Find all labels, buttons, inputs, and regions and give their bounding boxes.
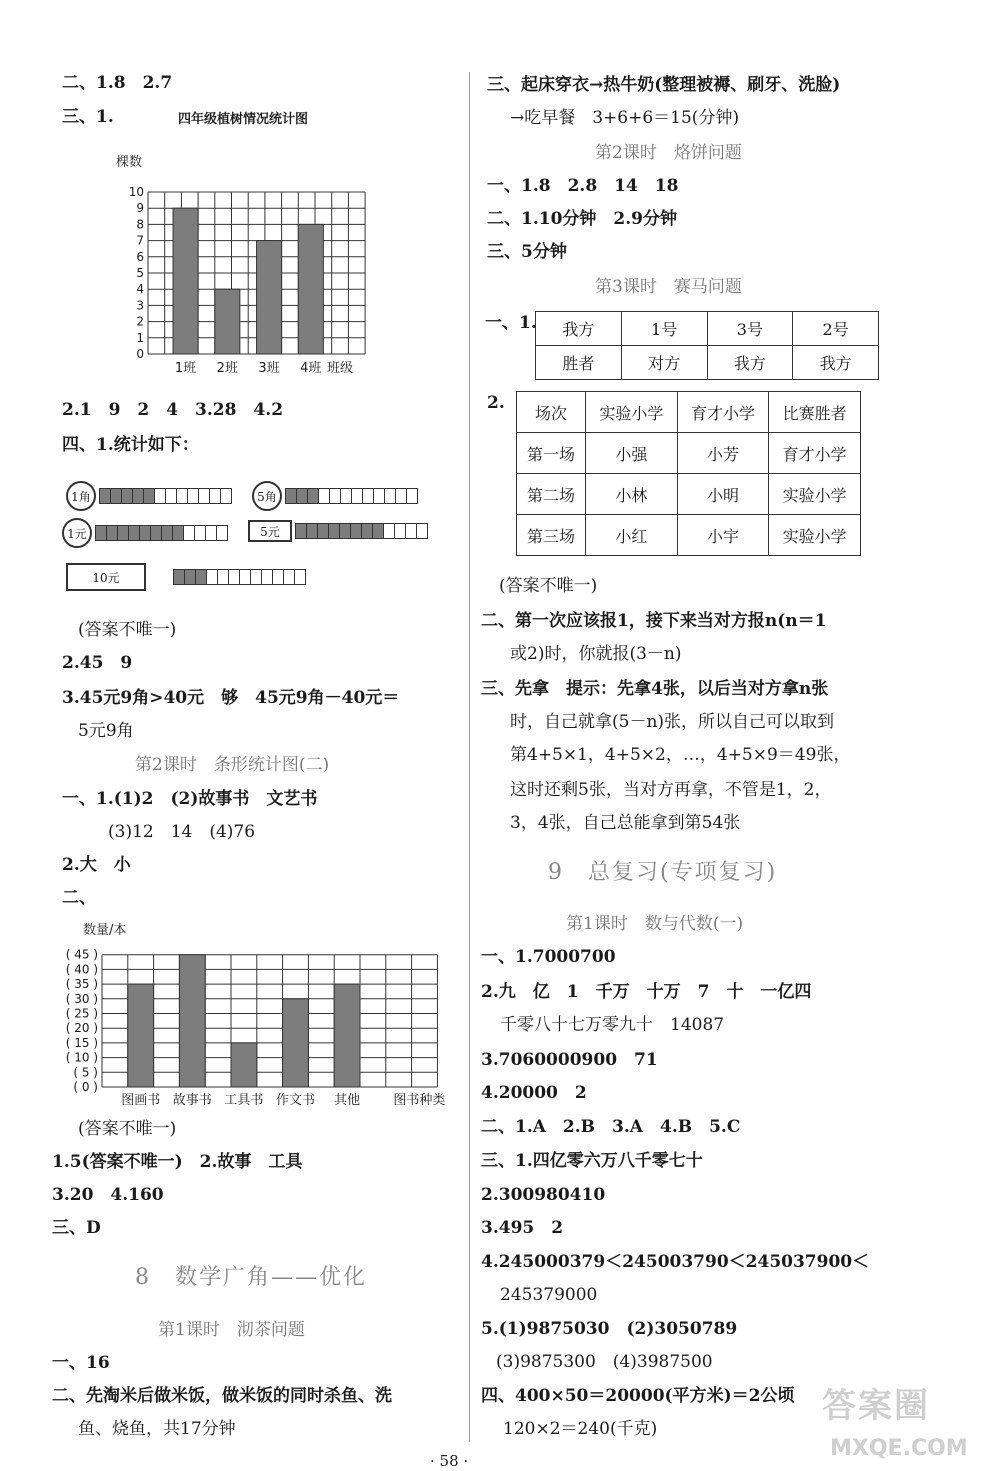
bar [334,984,360,1087]
x-tick-label: 图画书 [121,1093,161,1108]
table-cell: 第三场 [517,515,586,556]
table-row [517,433,861,474]
table-cell: 实验小学 [769,474,861,515]
table-row [517,474,861,515]
y-tick-label: 9 [136,201,144,216]
money-row [66,481,232,511]
table-cell: 实验小学 [586,392,678,433]
table-cell: 育才小学 [677,392,769,433]
table-cell: 我方 [707,346,793,380]
chart1-title: 四年级植树情况统计图 [178,112,309,127]
answer-line: 三、1.四亿零六万八千零七十 [481,1151,703,1171]
tally-cell [406,488,418,504]
table-cell: 小明 [677,474,769,515]
column-divider [469,72,470,1442]
answer-line: 2.大 小 [62,855,131,875]
horse-race-table [535,311,879,380]
y-tick-label: ( 20 ) [65,1021,98,1036]
answer-line: 二、先淘米后做米饭，做米饭的同时杀鱼、洗 [52,1386,392,1406]
x-tick-label: 故事书 [172,1093,212,1108]
answer-line: 4.245000379＜245003790＜245037900＜ [481,1252,870,1272]
answer-line: 三、1. [62,107,114,127]
x-tick-label: 其他 [334,1093,361,1108]
answer-line: 鱼、烧鱼，共17分钟 [78,1419,236,1439]
answer-line: 3.495 2 [481,1218,564,1238]
bar [298,224,323,354]
money-row [62,518,228,548]
table-row [517,515,861,556]
y-tick-label: 1 [136,330,144,345]
answer-line: (答案不唯一) [78,620,177,640]
y-tick-label: ( 10 ) [65,1050,98,1065]
answer-line: 千零八十七万零九十 14087 [500,1015,725,1035]
answer-line: 三、先拿 提示：先拿4张，以后当对方拿n张 [481,679,829,699]
table-cell: 第一场 [517,433,586,474]
watermark-url: MXQE.COM [830,1436,968,1461]
y-axis-label: 棵数 [116,155,143,170]
x-tick-label: 2班 [216,361,238,376]
answer-line: 4.20000 2 [481,1083,587,1103]
x-tick-label: 3班 [258,361,280,376]
answer-line: 三、D [52,1218,101,1238]
section-header: 第3课时 赛马问题 [595,277,742,297]
table-cell: 3号 [707,312,793,346]
match-table [516,391,861,556]
answer-line: 三、5分钟 [487,242,567,262]
y-tick-label: 7 [136,233,144,248]
table-cell: 小芳 [677,433,769,474]
y-tick-label: ( 30 ) [65,991,98,1006]
tally-cells [174,569,306,585]
answer-line: 2.300980410 [481,1185,606,1205]
answer-line: 一、1.8 2.8 14 18 [487,176,679,196]
chapter-title: 8 数学广角——优化 [135,1265,367,1290]
answer-line: 二、 [62,888,96,908]
coin-icon: 5角 [252,481,282,511]
answer-line: 四、400×50＝20000(平方米)＝2公顷 [481,1386,795,1406]
table-row [517,392,861,433]
answer-line: 这时还剩5张，当对方再拿，不管是1，2， [510,780,832,800]
chapter-title: 9 总复习(专项复习) [548,860,778,885]
y-tick-label: ( 40 ) [65,962,98,977]
answer-line: 2.45 9 [62,653,133,673]
bar [231,1043,257,1087]
table-cell: 我方 [793,346,879,380]
tally-cells [96,525,228,541]
answer-line: 第4+5×1，4+5×2，…，4+5×9＝49张， [510,745,851,765]
banknote-icon: 5元 [248,520,292,542]
y-tick-label: ( 5 ) [73,1065,98,1080]
table-cell: 我方 [536,312,622,346]
answer-line: →吃早餐 3+6+6＝15(分钟) [510,108,740,128]
x-tick-label: 1班 [174,361,197,376]
answer-line: 三、起床穿衣→热牛奶(整理被褥、刷牙、洗脸) [487,75,841,95]
answer-line: 1.5(答案不唯一) 2.故事 工具 [52,1152,303,1172]
y-tick-label: 4 [136,282,144,297]
tally-cell [220,488,232,504]
y-tick-label: ( 35 ) [65,977,98,992]
coin-icon: 1元 [62,518,92,548]
answer-line: 或2)时，你就报(3－n) [510,644,682,664]
money-row [66,563,306,591]
tally-cell [416,523,428,539]
answer-line: (3)9875300 (4)3987500 [496,1352,713,1372]
answer-line: 一、1.(1)2 (2)故事书 文艺书 [62,789,318,809]
bar [173,208,198,354]
y-tick-label: ( 25 ) [65,1006,98,1021]
answer-line: 245379000 [500,1285,598,1305]
answer-line: 一、1. [485,313,537,333]
answer-line: 2.九 亿 1 千万 十万 7 十 一亿四 [481,982,812,1002]
table-cell: 小宇 [677,515,769,556]
answer-line: 二、1.8 2.7 [62,73,173,93]
bar [215,289,240,354]
tally-cells [100,488,232,504]
y-tick-label: ( 15 ) [65,1035,98,1050]
answer-line: 120×2＝240(千克) [503,1419,658,1439]
book-count-bar-chart [55,912,455,1112]
answer-line: 3.45元9角>40元 够 45元9角－40元＝ [62,688,400,708]
section-header: 第2课时 烙饼问题 [595,143,742,163]
table-cell: 对方 [621,346,707,380]
y-tick-label: ( 0 ) [73,1080,98,1094]
table-cell: 实验小学 [769,515,861,556]
bar [283,999,309,1087]
answer-line: 时，自己就拿(5－n)张，所以自己可以取到 [510,712,835,732]
answer-line: 3.20 4.160 [52,1185,164,1205]
table-cell: 比赛胜者 [769,392,861,433]
money-row [248,520,428,542]
y-tick-label: 8 [136,217,144,232]
table-cell: 小林 [586,474,678,515]
answer-line: (3)12 14 (4)76 [108,822,256,842]
table-cell: 场次 [517,392,586,433]
banknote-icon: 10元 [66,563,146,591]
table-cell: 第二场 [517,474,586,515]
y-tick-label: 5 [136,266,144,280]
bar [128,984,154,1087]
tally-cells [286,488,418,504]
bar [257,241,282,354]
answer-line: 四、1.统计如下： [62,435,199,455]
x-tick-label: 作文书 [275,1093,316,1108]
answer-line: 2.1 9 2 4 3.28 4.2 [62,400,284,420]
y-tick-label: 10 [128,185,144,199]
coin-icon: 1角 [66,481,96,511]
answer-line: 一、1.7000700 [481,947,616,967]
tally-cell [294,569,306,585]
tally-cells [296,523,428,539]
page-number: · 58 · [430,1452,469,1470]
answer-line: 二、1.A 2.B 3.A 4.B 5.C [481,1117,741,1137]
y-tick-label: 6 [136,249,144,264]
answer-line: 3，4张，自己总能拿到第54张 [510,813,741,833]
answer-line: (答案不唯一) [499,576,598,596]
money-row [252,481,418,511]
y-tick-label: 3 [136,298,144,313]
table-row [536,312,879,346]
section-header: 第1课时 沏茶问题 [158,1320,305,1340]
y-tick-label: 2 [136,314,144,329]
section-header: 第2课时 条形统计图(二) [135,755,330,775]
table-cell: 2号 [793,312,879,346]
table-row [536,346,879,380]
x-axis-label: 图书种类 [393,1093,446,1108]
y-axis-label: 数量/本 [83,923,127,938]
table-cell: 小红 [586,515,678,556]
answer-line: 一、16 [52,1353,110,1373]
answer-line: 5元9角 [78,721,134,741]
x-tick-label: 工具书 [224,1093,264,1108]
answer-line: 二、第一次应该报1，接下来当对方报n(n＝1 [481,611,827,631]
watermark-logo: 答案圈 [822,1386,930,1426]
table-cell: 小强 [586,433,678,474]
tally-cell [216,525,228,541]
answer-line: 2. [487,393,505,413]
answer-line: 5.(1)9875030 (2)3050789 [481,1319,738,1339]
answer-line: 二、1.10分钟 2.9分钟 [487,209,677,229]
x-tick-label: 4班 [300,361,322,376]
table-cell: 1号 [621,312,707,346]
table-cell: 胜者 [536,346,622,380]
section-header: 第1课时 数与代数(一) [566,914,744,934]
y-tick-label: 0 [136,347,144,361]
bar [179,955,205,1087]
answer-line: 3.7060000900 71 [481,1050,658,1070]
y-tick-label: ( 45 ) [65,947,98,962]
tree-planting-bar-chart [100,140,400,380]
table-cell: 育才小学 [769,433,861,474]
x-axis-label: 班级 [327,361,354,376]
answer-line: (答案不唯一) [78,1119,177,1139]
